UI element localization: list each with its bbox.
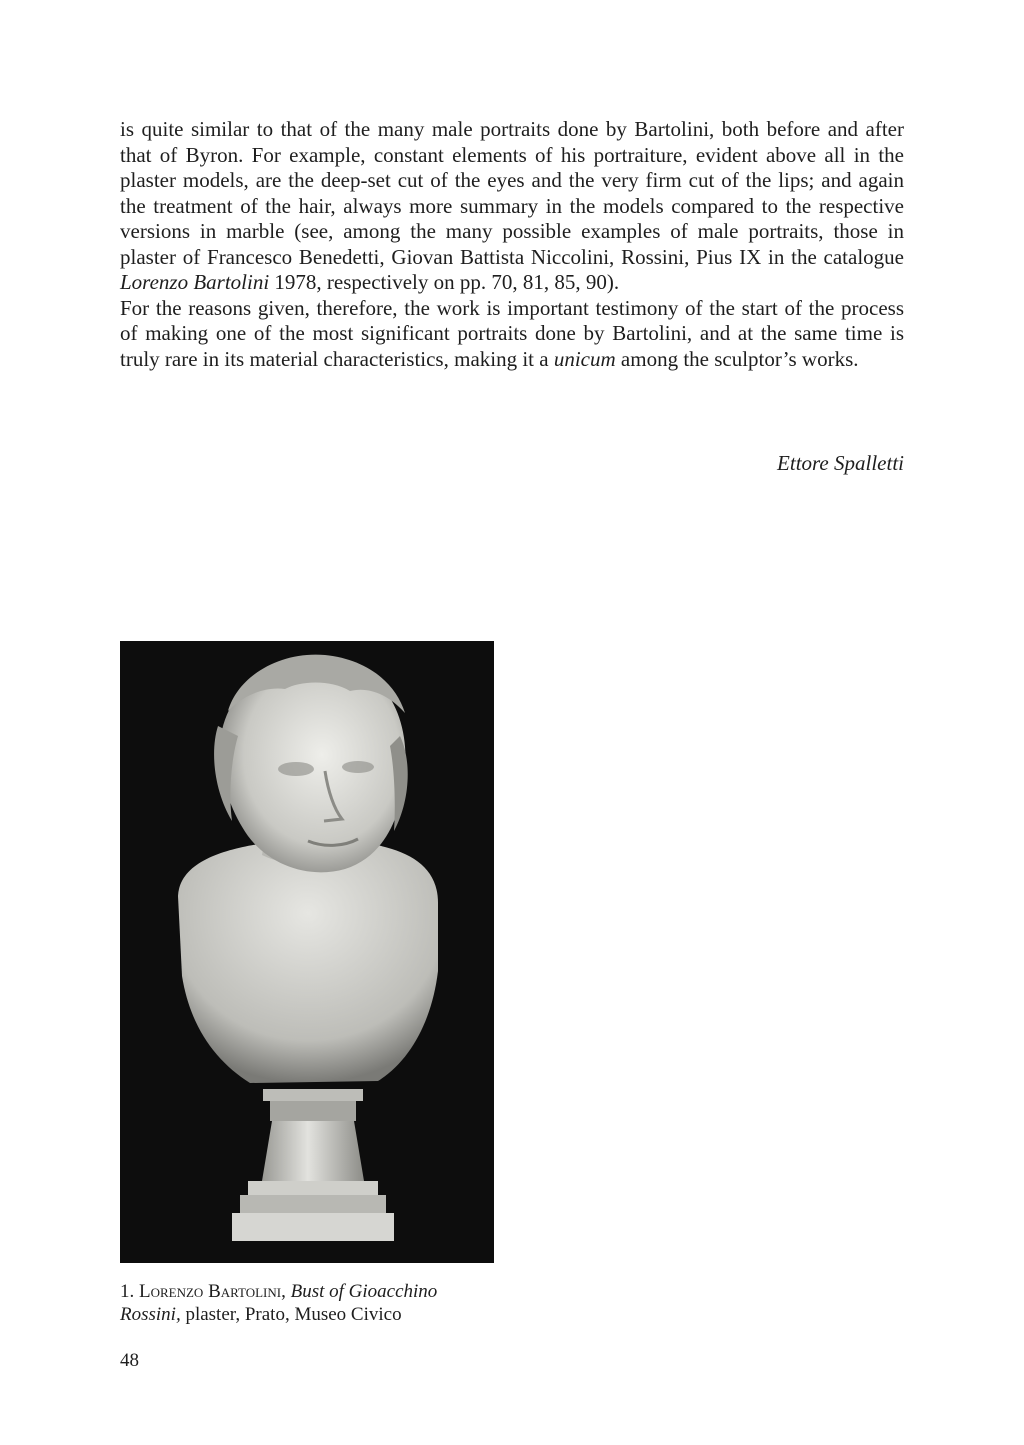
paragraph-1 (120, 117, 904, 296)
paragraph-2 (120, 296, 904, 373)
bust-illustration (120, 641, 494, 1263)
page-number: 48 (120, 1350, 139, 1371)
figure-details: plaster, Prato, Museo Civico (180, 1304, 402, 1325)
figure-number: 1. (120, 1281, 135, 1302)
catalogue-citation: Lorenzo Bartolini (120, 270, 270, 294)
figure-artist: Lorenzo Bartolini, (139, 1281, 286, 1302)
unicum-term: unicum (553, 346, 616, 371)
paragraph-2-end: among the sculptor’s works. (615, 346, 859, 371)
figure-title-continued: Rossini, (120, 1304, 181, 1325)
figure-caption (120, 1280, 510, 1326)
paragraph-1-end: 1978, respectively on pp. 70, 81, 85, 90). (269, 270, 620, 294)
body-text (120, 117, 904, 372)
paragraph-2-text: For the reasons given, therefore, the work is important testimony of the start of the process of making one of the most significant portraits done by Bartolini, and at the same time is truly rare in its material characteristics, making it a (120, 295, 904, 371)
figure-title: Bust of Gioacchino (290, 1281, 438, 1302)
bust-photograph (120, 641, 494, 1263)
paragraph-1-text: is quite similar to that of the many male portraits done by Bartolini, both before and after that of Byron. For example, constant elements of his portraiture, evident above all in the plaster models, are the deep-set cut of the eyes and the very firm cut of the lips; and again the treatment of the hair, always more summary in the models compared to the respective versions in marble (see, among the many possible examples of male portraits, those in plaster of Francesco Benedetti, Giovan Battista Niccolini, Rossini, Pius IX in the catalogue (120, 117, 904, 269)
author-signature: Ettore Spalletti (777, 451, 904, 475)
